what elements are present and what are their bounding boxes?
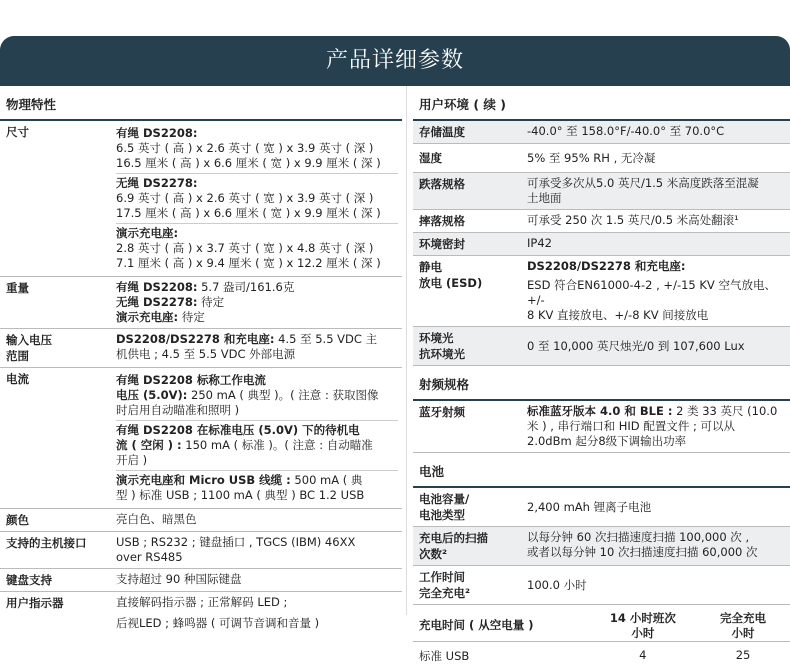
label-tumble-spec: 摔落规格 xyxy=(419,214,465,228)
row-bluetooth xyxy=(413,401,790,453)
current-standby-text: 150 mA ( 标准 )。( 注意 : 自动瞄准 xyxy=(181,438,373,452)
size-cordless-head: 无绳 DS2278: xyxy=(116,176,198,190)
bluetooth-text: 2 类 33 英尺 (10.0 xyxy=(672,404,778,418)
label-ambient-light-l1: 环境光 xyxy=(419,331,454,345)
label-ambient-light xyxy=(413,327,523,365)
label-esd-l2: 放电 (ESD) xyxy=(419,276,483,290)
value-storage-temp: -40.0° 至 158.0°F/-40.0° 至 70.0°C xyxy=(527,124,725,138)
section-environment: 用户环境 ( 续 ) xyxy=(413,86,790,121)
size-corded-line: 16.5 厘米 ( 高 ) x 6.6 厘米 ( 宽 ) x 9.9 厘米 ( 深 ) xyxy=(116,156,381,170)
label-esd xyxy=(413,256,523,326)
size-cradle-line: 7.1 厘米 ( 高 ) x 9.4 厘米 ( 宽 ) x 12.2 厘米 ( 深 ) xyxy=(116,256,381,270)
row-battery-capacity xyxy=(413,488,790,527)
row-storage-temp xyxy=(413,121,790,144)
label-battery-capacity-l2: 电池类型 xyxy=(419,508,465,522)
current-standby-head: 流 ( 空闲 ) : xyxy=(116,438,182,452)
label-battery-capacity xyxy=(413,488,523,526)
esd-head: DS2208/DS2278 和充电座: xyxy=(527,259,686,273)
charge-row-shift-value: 4 xyxy=(639,648,647,662)
current-block-operating xyxy=(116,371,398,421)
row-input-voltage xyxy=(0,329,402,368)
row-current xyxy=(0,368,402,509)
charge-col-full-l2: 小时 xyxy=(731,626,755,640)
bluetooth-text: 2.0dBm 起分8级下调输出功率 xyxy=(527,434,687,448)
charge-row-full-value: 25 xyxy=(735,648,751,662)
charge-col-shift-l1: 14 小时班次 xyxy=(609,611,676,625)
section-physical: 物理特性 xyxy=(0,86,402,121)
current-operating-head: 电压 (5.0V): xyxy=(116,388,188,402)
indicator-line: 后视LED ; 蜂鸣器 ( 可调节音调和音量 ) xyxy=(116,616,320,630)
row-sealing xyxy=(413,233,790,256)
value-ambient-light: 0 至 10,000 英尺烛光/0 到 107,600 Lux xyxy=(527,338,745,353)
label-scans-per-charge xyxy=(413,527,523,565)
value-current xyxy=(112,368,402,508)
row-ambient-light xyxy=(413,327,790,366)
label-humidity: 湿度 xyxy=(419,151,442,165)
page-title: 产品详细参数 xyxy=(325,48,464,73)
charge-row-label: 标准 USB xyxy=(419,649,470,663)
charge-table-col-shift xyxy=(590,611,697,641)
row-tumble-spec xyxy=(413,210,790,233)
row-humidity xyxy=(413,144,790,173)
value-size xyxy=(112,121,402,276)
label-storage-temp: 存储温度 xyxy=(419,125,465,139)
row-indicator xyxy=(0,592,402,634)
right-column xyxy=(413,86,790,670)
charge-col-shift-l2: 小时 xyxy=(631,626,655,640)
label-input-voltage-l2: 范围 xyxy=(6,349,29,363)
label-operating-hours xyxy=(413,566,523,604)
drop-spec-line: 可承受多次从5.0 英尺/1.5 米高度跌落至混凝 xyxy=(527,176,759,190)
left-column xyxy=(0,86,402,634)
title-banner xyxy=(0,36,790,86)
label-host-interface: 支持的主机接口 xyxy=(6,536,87,550)
input-voltage-head: DS2208/DS2278 和充电座: xyxy=(116,332,275,346)
size-corded-head: 有绳 DS2208: xyxy=(116,126,198,140)
weight-corded-value: 5.7 盎司/161.6克 xyxy=(197,280,295,294)
row-keyboard xyxy=(0,569,402,592)
value-humidity: 5% 至 95% RH , 无冷凝 xyxy=(527,150,656,165)
esd-line: 8 KV 直接放电、+/-8 KV 间接放电 xyxy=(527,308,709,322)
row-host-interface xyxy=(0,532,402,569)
size-cordless-line: 17.5 厘米 ( 高 ) x 6.6 厘米 ( 宽 ) x 9.9 厘米 ( 深 ) xyxy=(116,206,381,220)
current-operating-head: 有绳 DS2208 标称工作电流 xyxy=(116,373,266,387)
label-ambient-light-l2: 抗环境光 xyxy=(419,347,465,361)
row-weight xyxy=(0,277,402,329)
size-block-cordless xyxy=(116,174,398,224)
charge-table-title: 充电时间 ( 从空电量 ) xyxy=(419,618,534,632)
label-scans-l1: 充电后的扫描 xyxy=(419,531,488,545)
value-host-interface xyxy=(112,532,402,568)
charge-col-full-l1: 完全充电 xyxy=(720,611,767,625)
label-hours-l1: 工作时间 xyxy=(419,570,465,584)
drop-spec-line: 土地面 xyxy=(527,191,562,205)
current-block-cradle xyxy=(116,471,398,505)
label-esd-l1: 静电 xyxy=(419,260,442,274)
row-color xyxy=(0,509,402,532)
label-weight: 重量 xyxy=(6,281,29,295)
row-esd xyxy=(413,256,790,327)
label-indicator: 用户指示器 xyxy=(6,596,64,610)
current-operating-text: 时启用自动瞄准和照明 ) xyxy=(116,403,240,417)
charge-table-row xyxy=(413,642,790,670)
scans-line: 以每分钟 60 次扫描速度扫描 100,000 次 , xyxy=(527,530,750,544)
size-block-corded xyxy=(116,124,398,174)
row-size xyxy=(0,121,402,277)
value-keyboard: 支持超过 90 种国际键盘 xyxy=(116,572,242,586)
weight-cradle-value: 待定 xyxy=(178,310,205,324)
current-standby-head: 有绳 DS2208 在标准电压 (5.0V) 下的待机电 xyxy=(116,423,360,437)
label-size: 尺寸 xyxy=(6,125,29,139)
value-operating-hours: 100.0 小时 xyxy=(527,577,587,592)
charge-table-col-full xyxy=(696,611,790,641)
indicator-line: 直接解码指示器 ; 正常解码 LED ; xyxy=(116,595,288,609)
host-interface-line: over RS485 xyxy=(116,550,183,564)
label-keyboard: 键盘支持 xyxy=(6,573,52,587)
label-drop-spec: 跌落规格 xyxy=(419,177,465,191)
value-bluetooth xyxy=(523,401,790,452)
size-cradle-line: 2.8 英寸 ( 高 ) x 3.7 英寸 ( 宽 ) x 4.8 英寸 ( 深 ) xyxy=(116,241,374,255)
label-current: 电流 xyxy=(6,372,29,386)
size-cradle-head: 演示充电座: xyxy=(116,226,179,240)
current-standby-text: 开启 ) xyxy=(116,453,148,467)
row-drop-spec xyxy=(413,173,790,210)
size-block-cradle xyxy=(116,224,398,273)
input-voltage-text: 机供电 ; 4.5 至 5.5 VDC 外部电源 xyxy=(116,347,296,361)
current-cradle-text: 型 ) 标准 USB ; 1100 mA ( 典型 ) BC 1.2 USB xyxy=(116,488,365,502)
row-scans-per-charge xyxy=(413,527,790,566)
value-indicator xyxy=(112,592,402,634)
label-scans-l2: 次数² xyxy=(419,547,448,561)
current-operating-text: 250 mA ( 典型 )。( 注意 : 获取图像 xyxy=(187,388,379,402)
size-corded-line: 6.5 英寸 ( 高 ) x 2.6 英寸 ( 宽 ) x 3.9 英寸 ( 深 ) xyxy=(116,141,374,155)
weight-cordless-value: 待定 xyxy=(197,295,225,309)
label-input-voltage-l1: 输入电压 xyxy=(6,333,52,347)
weight-cradle-label: 演示充电座: xyxy=(116,310,179,324)
label-input-voltage xyxy=(0,329,112,367)
value-sealing: IP42 xyxy=(527,236,552,250)
value-esd xyxy=(523,256,790,326)
input-voltage-text: 4.5 至 5.5 VDC 主 xyxy=(274,332,378,346)
label-battery-capacity-l1: 电池容量/ xyxy=(419,492,470,506)
value-tumble-spec: 可承受 250 次 1.5 英尺/0.5 米高处翻滚¹ xyxy=(527,213,739,227)
size-cordless-line: 6.9 英寸 ( 高 ) x 2.6 英寸 ( 宽 ) x 3.9 英寸 ( 深 ) xyxy=(116,191,374,205)
section-battery: 电池 xyxy=(413,453,790,488)
value-scans-per-charge xyxy=(523,527,790,565)
value-input-voltage xyxy=(112,329,402,367)
section-rf: 射频规格 xyxy=(413,366,790,401)
current-cradle-head: 演示充电座和 Micro USB 线缆 : xyxy=(116,473,291,487)
column-divider xyxy=(406,86,407,615)
esd-line: ESD 符合EN61000-4-2 , +/-15 KV 空气放电、+/- xyxy=(527,278,776,307)
label-color: 颜色 xyxy=(6,513,29,527)
bluetooth-head: 标准蓝牙版本 4.0 和 BLE : xyxy=(527,404,673,418)
weight-cordless-label: 无绳 DS2278: xyxy=(116,295,198,309)
current-block-standby xyxy=(116,421,398,471)
label-hours-l2: 完全充电² xyxy=(419,586,471,600)
value-color: 亮白色、暗黑色 xyxy=(116,512,197,526)
charge-table-header xyxy=(413,605,790,642)
value-drop-spec xyxy=(523,173,790,209)
label-sealing: 环境密封 xyxy=(419,237,465,251)
row-operating-hours xyxy=(413,566,790,605)
value-weight xyxy=(112,277,402,328)
weight-corded-label: 有绳 DS2208: xyxy=(116,280,198,294)
label-bluetooth: 蓝牙射频 xyxy=(419,405,465,419)
current-cradle-text: 500 mA ( 典 xyxy=(290,473,363,487)
scans-line: 或者以每分钟 10 次扫描速度扫描 60,000 次 xyxy=(527,545,758,559)
value-battery-capacity: 2,400 mAh 锂离子电池 xyxy=(527,499,652,514)
bluetooth-text: 米 ) , 串行端口和 HID 配置文件 ; 可以从 xyxy=(527,419,735,433)
host-interface-line: USB ; RS232 ; 键盘插口 , TGCS (IBM) 46XX xyxy=(116,535,356,549)
